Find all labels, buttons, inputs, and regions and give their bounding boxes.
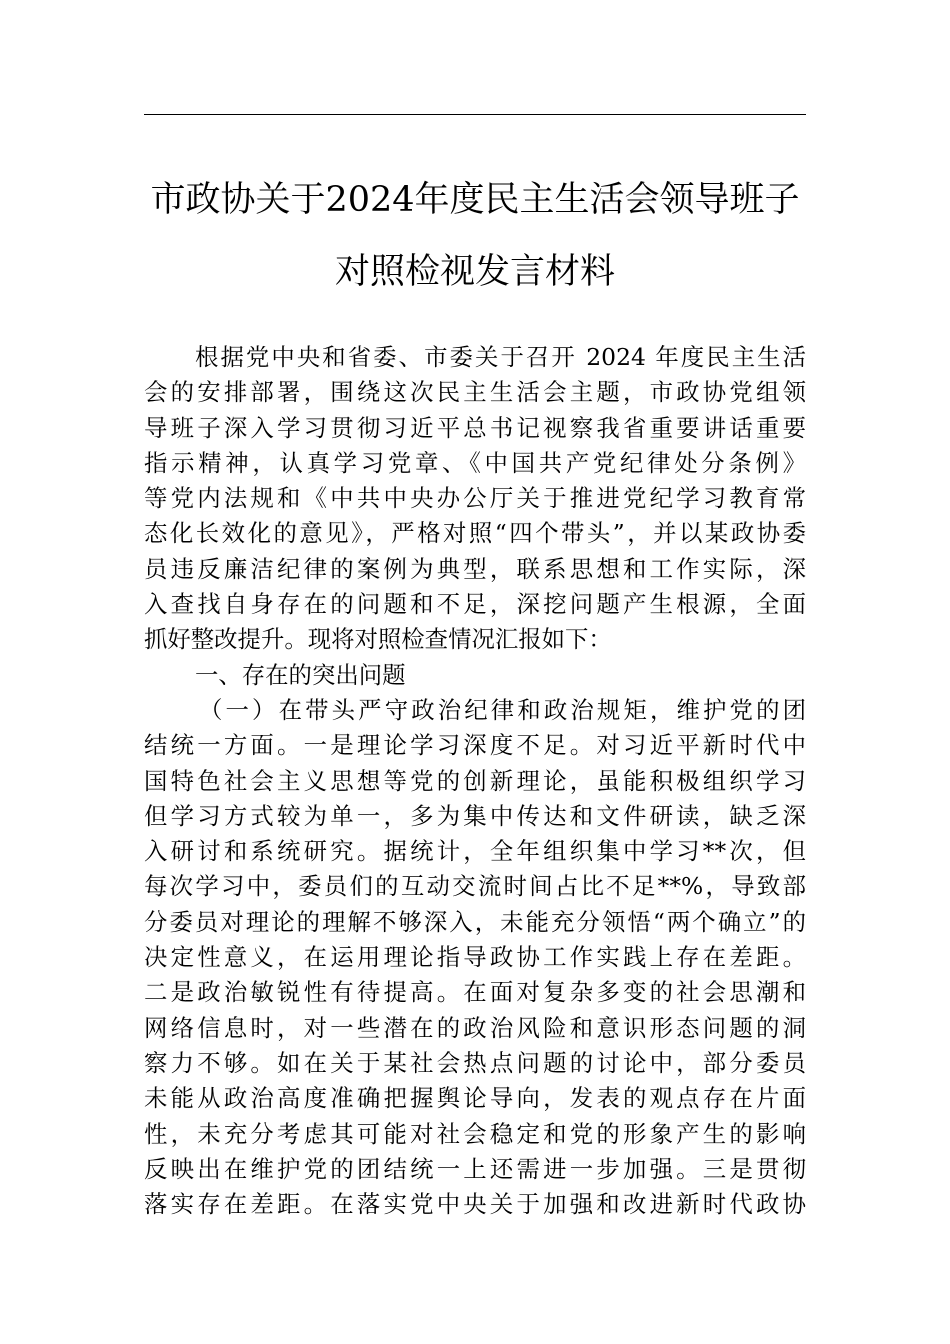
para1-line: 性，未充分考虑其可能对社会稳定和党的形象产生的影响	[144, 1119, 806, 1148]
document-title-line-1: 市政协关于2024年度民主生活会领导班子	[150, 180, 800, 220]
intro-line: 等党内法规和《中共中央办公厅关于推进党纪学习教育常	[144, 484, 806, 513]
intro-line: 员违反廉洁纪律的案例为典型，联系思想和工作实际，深	[144, 554, 806, 583]
para1-line: 但学习方式较为单一，多为集中传达和文件研读，缺乏深	[144, 801, 806, 830]
intro-line: 入查找自身存在的问题和不足，深挖问题产生根源，全面	[144, 590, 806, 619]
document-body	[144, 340, 806, 1222]
section-heading: 一、存在的突出问题	[195, 660, 406, 689]
para1-line: （一）在带头严守政治纪律和政治规矩，维护党的团	[199, 695, 806, 724]
para1-line: 决定性意义，在运用理论指导政协工作实践上存在差距。	[144, 943, 806, 972]
para1-line: 结统一方面。一是理论学习深度不足。对习近平新时代中	[144, 731, 806, 760]
para1-line: 每次学习中，委员们的互动交流时间占比不足**%，导致部	[144, 872, 806, 901]
para1-line: 落实存在差距。在落实党中央关于加强和改进新时代政协	[144, 1190, 806, 1219]
para1-line: 分委员对理论的理解不够深入，未能充分领悟“两个确立”的	[144, 907, 806, 936]
para1-line: 未能从政治高度准确把握舆论导向，发表的观点存在片面	[144, 1084, 806, 1113]
intro-line: 导班子深入学习贯彻习近平总书记视察我省重要讲话重要	[144, 413, 806, 442]
para1-line: 网络信息时，对一些潜在的政治风险和意识形态问题的洞	[144, 1013, 806, 1042]
para1-line: 入研讨和系统研究。据统计，全年组织集中学习**次，但	[144, 837, 806, 866]
document-title-line-2: 对照检视发言材料	[334, 252, 615, 292]
intro-line: 抓好整改提升。现将对照检查情况汇报如下：	[144, 625, 612, 654]
intro-line: 态化长效化的意见》，严格对照“四个带头”，并以某政协委	[144, 519, 806, 548]
header-rule	[144, 114, 806, 115]
intro-line: 指示精神，认真学习党章、《中国共产党纪律处分条例》	[144, 448, 806, 477]
para1-line: 察力不够。如在关于某社会热点问题的讨论中，部分委员	[144, 1048, 806, 1077]
para1-line: 二是政治敏锐性有待提高。在面对复杂多变的社会思潮和	[144, 978, 806, 1007]
intro-line: 根据党中央和省委、市委关于召开 2024 年度民主生活	[195, 343, 806, 371]
para1-line: 反映出在维护党的团结统一上还需进一步加强。三是贯彻	[144, 1154, 806, 1183]
para1-line: 国特色社会主义思想等党的创新理论，虽能积极组织学习	[144, 766, 806, 795]
intro-line: 会的安排部署，围绕这次民主生活会主题，市政协党组领	[144, 378, 806, 407]
